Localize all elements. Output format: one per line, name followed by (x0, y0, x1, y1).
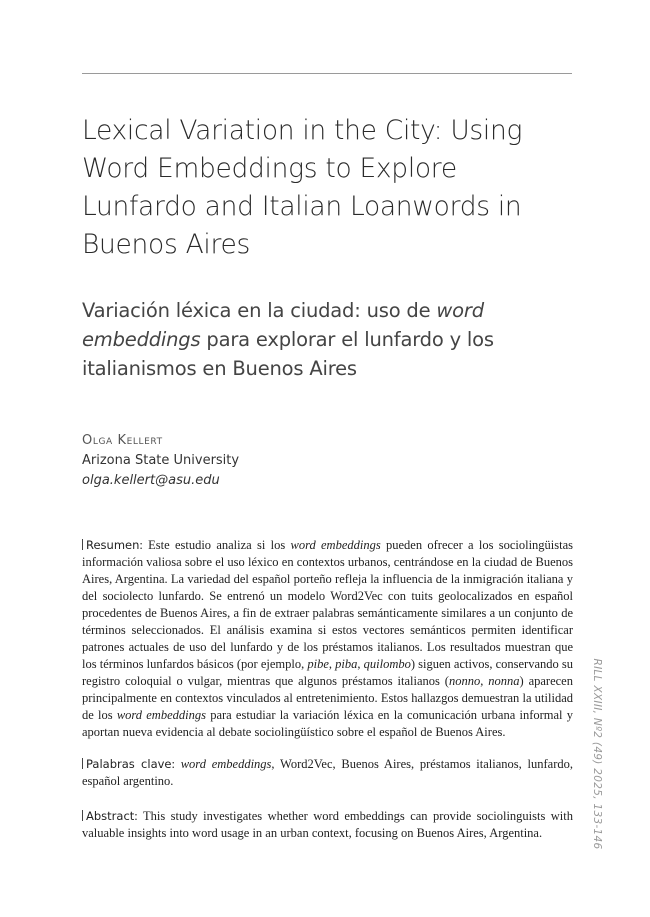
author-email: olga.kellert@asu.edu (82, 473, 220, 488)
subtitle-text: Variación léxica en la ciudad: uso de (82, 299, 437, 322)
author-name: Olga Kellert (82, 433, 163, 448)
resumen-italic: nonna (488, 674, 520, 688)
resumen-italic: quilombo (363, 657, 411, 671)
keywords-label: Palabras clave (86, 757, 172, 771)
resumen-italic: nonno (448, 674, 481, 688)
section-marker (82, 539, 83, 550)
resumen-text: : Este estudio analiza si los (139, 538, 291, 552)
article-title: Lexical Variation in the City: Using Word Embeddings to Explore Lunfardo and Italian Loanwords in Buenos Aires (82, 115, 523, 260)
abstract-paragraph (82, 808, 573, 842)
resumen-text: ) siguen activos, conservando su registro coloquial o vulgar, mientras que algunos préstamos italianos ( (82, 657, 574, 688)
resumen-text: , (357, 657, 364, 671)
keywords-italic: word embeddings (180, 757, 272, 771)
keywords-text: , Word2Vec, Buenos Aires, préstamos italianos, lunfardo, español argentino. (82, 757, 573, 788)
resumen-text: , (480, 674, 489, 688)
resumen-text: ) aparecen principalmente en contextos vinculados al entretenimiento. Estos hallazgos demuestran la utilidad de los (82, 674, 573, 722)
author-affiliation: Arizona State University (82, 453, 240, 468)
resumen-italic: word embeddings (290, 538, 381, 552)
resumen-italic: word embeddings (116, 708, 206, 722)
resumen-text: , (328, 657, 336, 671)
resumen-paragraph (82, 537, 573, 741)
section-marker (82, 810, 83, 821)
subtitle-text: para explorar el lunfardo y los italianismos en Buenos Aires (82, 328, 494, 380)
abstract-text: : This study investigates whether word embeddings can provide sociolinguists with valuable insights into word usage in an urban context, focusing on Buenos Aires, Argentina. (82, 809, 573, 840)
abstract-label: Abstract (86, 809, 135, 823)
keywords-text: : (171, 757, 181, 771)
header-rule (82, 73, 572, 74)
resumen-text: pueden ofrecer a los sociolingüistas información valiosa sobre el uso léxico en contextos urbanos, centrándose en la ciudad de Buenos Aires, Argentina. La variedad del español porteño refleja la influencia de la inmigración italiana y del sociolecto lunfardo. Se entrenó un modelo Word2Vec con tuits geolocalizados en español procedentes de Buenos Aires, a fin de extraer palabras semánticamente similares a un conjunto de términos seleccionados. El análisis examina si estos vectores semánticos permiten identificar patrones actuales de uso del lunfardo y de los préstamos italianos. Los resultados muestran que los términos lunfardos básicos (por ejemplo, (82, 538, 574, 671)
author-block (82, 431, 239, 491)
subtitle-italic: word embeddings (82, 299, 484, 351)
section-marker (82, 758, 83, 769)
resumen-italic: piba (335, 657, 358, 671)
resumen-label: Resumen (86, 538, 140, 552)
journal-citation: RILL XXIII, Nº2 (49) 2025, 133-146 (591, 658, 603, 850)
resumen-text: para estudiar la variación léxica en la comunicación urbana informal y aportan nueva evidencia al debate sociolingüístico sobre el español de Buenos Aires. (82, 708, 573, 739)
article-subtitle (82, 296, 522, 383)
keywords-paragraph (82, 756, 573, 790)
resumen-italic: pibe (307, 657, 329, 671)
